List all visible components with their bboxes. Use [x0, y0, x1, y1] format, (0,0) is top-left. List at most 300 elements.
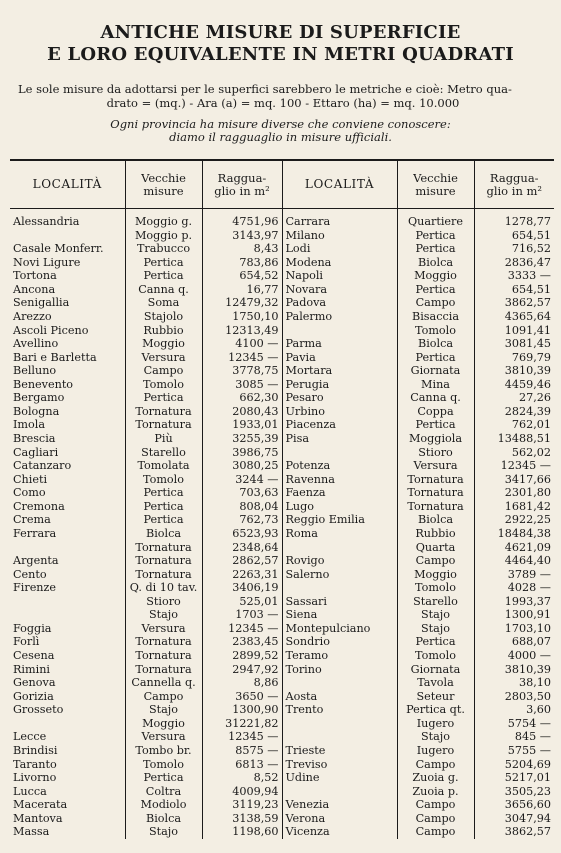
cell-ratio-left: 783,86: [202, 256, 282, 270]
cell-locality-right: Rovigo: [282, 554, 397, 568]
cell-locality-right: Napoli: [282, 269, 397, 283]
cell-measure-left: Più: [125, 432, 202, 446]
cell-locality-right: Pisa: [282, 432, 397, 446]
cell-measure-left: Tomolo: [125, 378, 202, 392]
cell-locality-left: Imola: [13, 418, 46, 432]
cell-measure-right: Tornatura: [397, 486, 474, 500]
table-body: [10, 209, 554, 839]
cell-locality-left: Livorno: [13, 771, 57, 785]
cell-measure-right: Moggio: [397, 269, 474, 283]
cell-ratio-left: 12345 —: [202, 622, 282, 636]
table-row: [10, 812, 554, 826]
cell-measure-right: Biolca: [397, 513, 474, 527]
cell-locality-right: Milano: [282, 229, 397, 243]
table-row: [10, 459, 554, 473]
cell-locality-left: Brindisi: [13, 743, 58, 757]
table-row: [10, 798, 554, 812]
cell-ratio-left: 703,63: [202, 486, 282, 500]
cell-locality-left: Genova: [13, 676, 56, 690]
cell-locality-left: Firenze: [13, 581, 57, 595]
cell-measure-right: Pertica: [397, 283, 474, 297]
cell-measure-right: Tornatura: [397, 500, 474, 514]
cell-locality-right: Siena: [282, 608, 397, 622]
cell-measure-left: Q. di 10 tav.: [125, 581, 202, 595]
cell-locality-left: Alessandria: [13, 215, 80, 228]
cell-ratio-left: 3143,97: [202, 229, 282, 243]
cell-locality-right: Torino: [282, 663, 397, 677]
cell-locality-left: Avellino: [13, 337, 59, 351]
cell-locality-left: Macerata: [13, 798, 68, 812]
cell-locality-left: Cesena: [13, 649, 55, 662]
cell-ratio-right: 1993,37: [474, 595, 554, 609]
table-row: [10, 635, 554, 649]
header-ratio-right: [474, 160, 554, 209]
table-row: [10, 256, 554, 270]
cell-ratio-right: 762,01: [474, 418, 554, 432]
cell-measure-right: Pertica: [397, 635, 474, 649]
note-line-2: diamo il ragguaglio in misure ufficiali.: [169, 130, 392, 144]
cell-measure-left: Tomolo: [125, 758, 202, 772]
table-row: [10, 473, 554, 487]
cell-ratio-right: 716,52: [474, 242, 554, 256]
table-row: [10, 676, 554, 690]
cell-measure-left: Tomolata: [125, 459, 202, 473]
cell-measure-left: Versura: [125, 351, 202, 365]
table-header: [10, 160, 554, 209]
cell-ratio-left: 3986,75: [202, 446, 282, 460]
cell-measure-left: Versura: [125, 622, 202, 636]
cell-ratio-right: 3047,94: [474, 812, 554, 826]
cell-locality-left: Lecce: [13, 730, 47, 744]
cell-ratio-right: 3081,45: [474, 337, 554, 351]
cell-locality-right: Reggio Emilia: [282, 513, 397, 527]
table-row: [10, 229, 554, 243]
cell-ratio-right: 3862,57: [474, 825, 554, 839]
cell-measure-right: Biolca: [397, 337, 474, 351]
intro-text-line-1: Le sole misure da adottarsi per le superfici sarebbero le metriche e cioè: Metro qua-: [18, 82, 512, 96]
cell-ratio-left: 12345 —: [202, 730, 282, 744]
cell-measure-left: Moggio p.: [125, 229, 202, 243]
cell-locality-left: [10, 229, 125, 243]
cell-ratio-right: 3417,66: [474, 473, 554, 487]
cell-ratio-left: 4751,96: [202, 209, 282, 229]
cell-locality-left: Mantova: [13, 811, 63, 825]
cell-measure-left: Tombo br.: [125, 744, 202, 758]
table-row: [10, 432, 554, 446]
cell-locality-right: [282, 717, 397, 731]
header-old-measures-line-1: Vecchie: [413, 170, 458, 185]
cell-ratio-right: 5204,69: [474, 758, 554, 772]
cell-ratio-left: 2899,52: [202, 649, 282, 663]
cell-measure-left: Tornatura: [125, 649, 202, 663]
cell-measure-left: Stajo: [125, 825, 202, 839]
cell-locality-right: Perugia: [282, 378, 397, 392]
cell-ratio-left: 1703 —: [202, 608, 282, 622]
cell-ratio-left: 2348,64: [202, 541, 282, 555]
cell-measure-right: Stajo: [397, 622, 474, 636]
cell-measure-right: Pertica: [397, 242, 474, 256]
cell-locality-left: Rimini: [13, 662, 50, 676]
cell-ratio-left: 3085 —: [202, 378, 282, 392]
table-row: [10, 337, 554, 351]
cell-locality-left: Ancona: [13, 282, 56, 296]
cell-measure-left: Moggio: [125, 717, 202, 731]
cell-ratio-right: 654,51: [474, 229, 554, 243]
cell-locality-right: [282, 581, 397, 595]
cell-ratio-left: 808,04: [202, 500, 282, 514]
cell-measure-left: Versura: [125, 730, 202, 744]
cell-ratio-left: 8575 —: [202, 744, 282, 758]
table-row: [10, 418, 554, 432]
cell-locality-left: Novi Ligure: [13, 255, 81, 269]
cell-measure-left: Modiolo: [125, 798, 202, 812]
cell-ratio-right: 4464,40: [474, 554, 554, 568]
cell-measure-right: Campo: [397, 758, 474, 772]
cell-locality-left: Cento: [13, 567, 47, 581]
cell-locality-right: Piacenza: [282, 418, 397, 432]
cell-locality-right: Padova: [282, 296, 397, 310]
table-row: [10, 608, 554, 622]
cell-locality-right: Urbino: [282, 405, 397, 419]
measures-table: [10, 159, 554, 839]
table-row: [10, 500, 554, 514]
cell-measure-right: Tomolo: [397, 649, 474, 663]
header-old-measures-line-2: misure: [143, 183, 184, 198]
cell-measure-right: Tomolo: [397, 581, 474, 595]
cell-measure-right: Rubbio: [397, 527, 474, 541]
cell-ratio-left: 4100 —: [202, 337, 282, 351]
cell-ratio-left: 8,43: [202, 242, 282, 256]
table-row: [10, 391, 554, 405]
cell-locality-right: Carrara: [282, 209, 397, 229]
cell-measure-left: Starello: [125, 446, 202, 460]
cell-ratio-right: 1703,10: [474, 622, 554, 636]
cell-ratio-left: 3080,25: [202, 459, 282, 473]
cell-locality-left: Arezzo: [13, 309, 52, 323]
cell-locality-right: Potenza: [282, 459, 397, 473]
cell-locality-right: Parma: [282, 337, 397, 351]
cell-locality-right: Teramo: [282, 649, 397, 663]
cell-locality-right: Udine: [282, 771, 397, 785]
table-row: [10, 744, 554, 758]
cell-ratio-right: 1681,42: [474, 500, 554, 514]
cell-ratio-left: 654,52: [202, 269, 282, 283]
table-row: [10, 378, 554, 392]
cell-ratio-left: 1300,90: [202, 703, 282, 717]
header-old-measures-right: [397, 160, 474, 209]
cell-ratio-left: 525,01: [202, 595, 282, 609]
cell-ratio-left: 3406,19: [202, 581, 282, 595]
cell-measure-left: Stajo: [125, 703, 202, 717]
cell-ratio-right: 13488,51: [474, 432, 554, 446]
cell-locality-right: Verona: [282, 812, 397, 826]
cell-measure-right: Tornatura: [397, 473, 474, 487]
cell-ratio-right: 3505,23: [474, 785, 554, 799]
cell-ratio-right: 2301,80: [474, 486, 554, 500]
cell-locality-left: Como: [13, 486, 46, 500]
intro-text-line-2: drato = (mq.) - Ara (a) = mq. 100 - Ettaro (ha) = mq. 10.000: [106, 96, 460, 110]
cell-ratio-left: 3244 —: [202, 473, 282, 487]
cell-measure-right: Giornata: [397, 364, 474, 378]
cell-locality-left: Crema: [13, 513, 51, 527]
header-ratio-left: [202, 160, 282, 209]
cell-measure-right: Stajo: [397, 730, 474, 744]
cell-locality-left: Casale Monferr.: [13, 242, 104, 256]
cell-locality-left: Bergamo: [13, 391, 65, 405]
cell-measure-left: Tornatura: [125, 405, 202, 419]
cell-ratio-left: 3138,59: [202, 812, 282, 826]
cell-locality-left: Cremona: [13, 499, 65, 513]
cell-measure-right: Tomolo: [397, 324, 474, 338]
cell-ratio-right: 654,51: [474, 283, 554, 297]
cell-locality-left: [10, 541, 125, 555]
cell-ratio-left: 2263,31: [202, 568, 282, 582]
cell-measure-left: Tornatura: [125, 663, 202, 677]
cell-ratio-left: 3650 —: [202, 690, 282, 704]
cell-measure-left: Tomolo: [125, 473, 202, 487]
cell-ratio-right: 562,02: [474, 446, 554, 460]
table-row: [10, 568, 554, 582]
cell-locality-left: Senigallia: [13, 296, 70, 310]
cell-locality-right: [282, 785, 397, 799]
header-ratio-line-2: glio in m²: [486, 183, 543, 198]
cell-ratio-left: 3119,23: [202, 798, 282, 812]
cell-measure-right: Quartiere: [397, 209, 474, 229]
cell-locality-left: Bologna: [13, 404, 60, 418]
cell-ratio-left: 662,30: [202, 391, 282, 405]
table-row: [10, 717, 554, 731]
cell-ratio-left: 3255,39: [202, 432, 282, 446]
cell-measure-right: Quarta: [397, 541, 474, 555]
cell-ratio-left: 8,86: [202, 676, 282, 690]
cell-locality-left: [10, 595, 125, 609]
cell-measure-left: Pertica: [125, 771, 202, 785]
cell-measure-left: Pertica: [125, 256, 202, 270]
cell-locality-left: Chieti: [13, 472, 48, 486]
cell-locality-right: Treviso: [282, 758, 397, 772]
cell-measure-left: Stajo: [125, 608, 202, 622]
cell-measure-right: Stajo: [397, 608, 474, 622]
cell-measure-right: Giornata: [397, 663, 474, 677]
table-row: [10, 622, 554, 636]
table-row: [10, 785, 554, 799]
header-old-measures-line-2: misure: [415, 183, 456, 198]
table-row: [10, 486, 554, 500]
cell-ratio-right: 5754 —: [474, 717, 554, 731]
cell-locality-right: Aosta: [282, 690, 397, 704]
table-row: [10, 690, 554, 704]
header-ratio-line-2: glio in m²: [214, 183, 270, 198]
cell-measure-right: Zuoia p.: [397, 785, 474, 799]
cell-locality-left: Gorizia: [13, 689, 54, 703]
cell-locality-left: Grosseto: [13, 703, 64, 717]
cell-ratio-left: 12313,49: [202, 324, 282, 338]
cell-measure-left: Pertica: [125, 500, 202, 514]
cell-locality-left: Argenta: [13, 554, 59, 568]
cell-ratio-left: 1933,01: [202, 418, 282, 432]
cell-locality-right: Mortara: [282, 364, 397, 378]
cell-locality-right: [282, 541, 397, 555]
cell-ratio-left: 762,73: [202, 513, 282, 527]
table-row: [10, 541, 554, 555]
table-row: [10, 364, 554, 378]
cell-ratio-right: 1300,91: [474, 608, 554, 622]
cell-locality-right: Pavia: [282, 351, 397, 365]
cell-locality-left: Forlì: [13, 635, 40, 649]
cell-ratio-right: 3789 —: [474, 568, 554, 582]
cell-measure-left: Tornatura: [125, 541, 202, 555]
cell-locality-right: Trieste: [282, 744, 397, 758]
page-title-line-1: ANTICHE MISURE DI SUPERFICIE: [100, 22, 461, 43]
cell-ratio-left: 12479,32: [202, 296, 282, 310]
cell-ratio-left: 16,77: [202, 283, 282, 297]
table-row: [10, 581, 554, 595]
table-row: [10, 324, 554, 338]
cell-ratio-right: 2824,39: [474, 405, 554, 419]
cell-ratio-right: 3810,39: [474, 663, 554, 677]
cell-ratio-left: 12345 —: [202, 351, 282, 365]
cell-ratio-left: 4009,94: [202, 785, 282, 799]
cell-measure-left: Pertica: [125, 391, 202, 405]
cell-locality-right: Roma: [282, 527, 397, 541]
cell-locality-right: [282, 324, 397, 338]
cell-ratio-left: 2383,45: [202, 635, 282, 649]
header-old-measures-line-1: Vecchie: [141, 170, 186, 185]
cell-locality-right: Faenza: [282, 486, 397, 500]
cell-locality-right: Palermo: [282, 310, 397, 324]
cell-ratio-left: 31221,82: [202, 717, 282, 731]
cell-measure-left: Moggio: [125, 337, 202, 351]
table-row: [10, 310, 554, 324]
table-row: [10, 663, 554, 677]
cell-measure-right: Pertica qt.: [397, 703, 474, 717]
cell-locality-left: [10, 717, 125, 731]
table-row: [10, 296, 554, 310]
cell-locality-left: Belluno: [13, 364, 57, 378]
cell-locality-right: Sassari: [282, 595, 397, 609]
cell-locality-left: Brescia: [13, 432, 56, 445]
cell-locality-right: Sondrio: [282, 635, 397, 649]
cell-ratio-right: 769,79: [474, 351, 554, 365]
header-locality-right: LOCALITÀ: [282, 160, 397, 209]
cell-measure-left: Moggio g.: [125, 209, 202, 229]
cell-ratio-left: 3778,75: [202, 364, 282, 378]
cell-ratio-right: 845 —: [474, 730, 554, 744]
cell-ratio-right: 5755 —: [474, 744, 554, 758]
table-row: [10, 554, 554, 568]
cell-measure-right: Campo: [397, 296, 474, 310]
cell-ratio-right: 27,26: [474, 391, 554, 405]
cell-measure-right: Moggiola: [397, 432, 474, 446]
cell-measure-right: Iugero: [397, 744, 474, 758]
cell-measure-left: Pertica: [125, 486, 202, 500]
table-row: [10, 446, 554, 460]
cell-measure-left: Trabucco: [125, 242, 202, 256]
cell-locality-left: Lucca: [13, 784, 47, 798]
cell-locality-left: Catanzaro: [13, 459, 72, 473]
cell-locality-right: [282, 446, 397, 460]
cell-locality-left: Cagliari: [13, 445, 59, 459]
cell-measure-right: Stioro: [397, 446, 474, 460]
cell-measure-right: Pertica: [397, 351, 474, 365]
cell-measure-left: Stajolo: [125, 310, 202, 324]
cell-locality-left: Ascoli Piceno: [13, 323, 89, 337]
header-ratio-line-1: Raggua-: [489, 170, 539, 185]
cell-ratio-right: 1278,77: [474, 209, 554, 229]
cell-locality-left: Foggia: [13, 621, 52, 635]
cell-measure-left: Stioro: [125, 595, 202, 609]
cell-measure-right: Campo: [397, 554, 474, 568]
cell-ratio-left: 2080,43: [202, 405, 282, 419]
cell-ratio-left: 1198,60: [202, 825, 282, 839]
header-ratio-line-1: Raggua-: [217, 170, 267, 185]
cell-measure-left: Tornatura: [125, 568, 202, 582]
cell-ratio-right: 688,07: [474, 635, 554, 649]
cell-measure-left: Tornatura: [125, 418, 202, 432]
cell-locality-right: [282, 676, 397, 690]
cell-measure-right: Versura: [397, 459, 474, 473]
cell-ratio-right: 2922,25: [474, 513, 554, 527]
cell-locality-right: Lodi: [282, 242, 397, 256]
cell-measure-left: Biolca: [125, 812, 202, 826]
cell-measure-left: Biolca: [125, 527, 202, 541]
table-row: [10, 771, 554, 785]
cell-measure-right: Biolca: [397, 256, 474, 270]
cell-measure-right: Zuoia g.: [397, 771, 474, 785]
cell-measure-right: Coppa: [397, 405, 474, 419]
cell-ratio-right: 3810,39: [474, 364, 554, 378]
cell-locality-right: Pesaro: [282, 391, 397, 405]
cell-measure-right: Campo: [397, 798, 474, 812]
cell-ratio-right: 3333 —: [474, 269, 554, 283]
cell-locality-left: Taranto: [13, 757, 57, 771]
cell-locality-right: Montepulciano: [282, 622, 397, 636]
cell-measure-right: Campo: [397, 812, 474, 826]
cell-measure-left: Pertica: [125, 269, 202, 283]
cell-ratio-left: 2947,92: [202, 663, 282, 677]
cell-locality-left: Ferrara: [13, 526, 57, 540]
cell-ratio-right: 3656,60: [474, 798, 554, 812]
cell-measure-right: Mina: [397, 378, 474, 392]
table-row: [10, 283, 554, 297]
page-title-line-2: E LORO EQUIVALENTE IN METRI QUADRATI: [47, 44, 514, 65]
cell-measure-right: Moggio: [397, 568, 474, 582]
cell-locality-right: Modena: [282, 256, 397, 270]
cell-measure-right: Canna q.: [397, 391, 474, 405]
header-locality-left: LOCALITÀ: [10, 160, 125, 209]
cell-ratio-right: 38,10: [474, 676, 554, 690]
table-row: [10, 825, 554, 839]
cell-ratio-left: 8,52: [202, 771, 282, 785]
cell-ratio-right: 4365,64: [474, 310, 554, 324]
cell-ratio-right: 4028 —: [474, 581, 554, 595]
table-row: [10, 209, 554, 229]
header-old-measures-left: [125, 160, 202, 209]
cell-locality-left: Benevento: [13, 377, 74, 391]
cell-ratio-right: 1091,41: [474, 324, 554, 338]
cell-ratio-left: 6523,93: [202, 527, 282, 541]
cell-locality-right: Ravenna: [282, 473, 397, 487]
cell-measure-left: Soma: [125, 296, 202, 310]
table-row: [10, 730, 554, 744]
table-row: [10, 758, 554, 772]
cell-locality-right: Trento: [282, 703, 397, 717]
cell-ratio-right: 4459,46: [474, 378, 554, 392]
table-row: [10, 649, 554, 663]
cell-measure-left: Pertica: [125, 513, 202, 527]
table-row: [10, 703, 554, 717]
cell-locality-right: Lugo: [282, 500, 397, 514]
